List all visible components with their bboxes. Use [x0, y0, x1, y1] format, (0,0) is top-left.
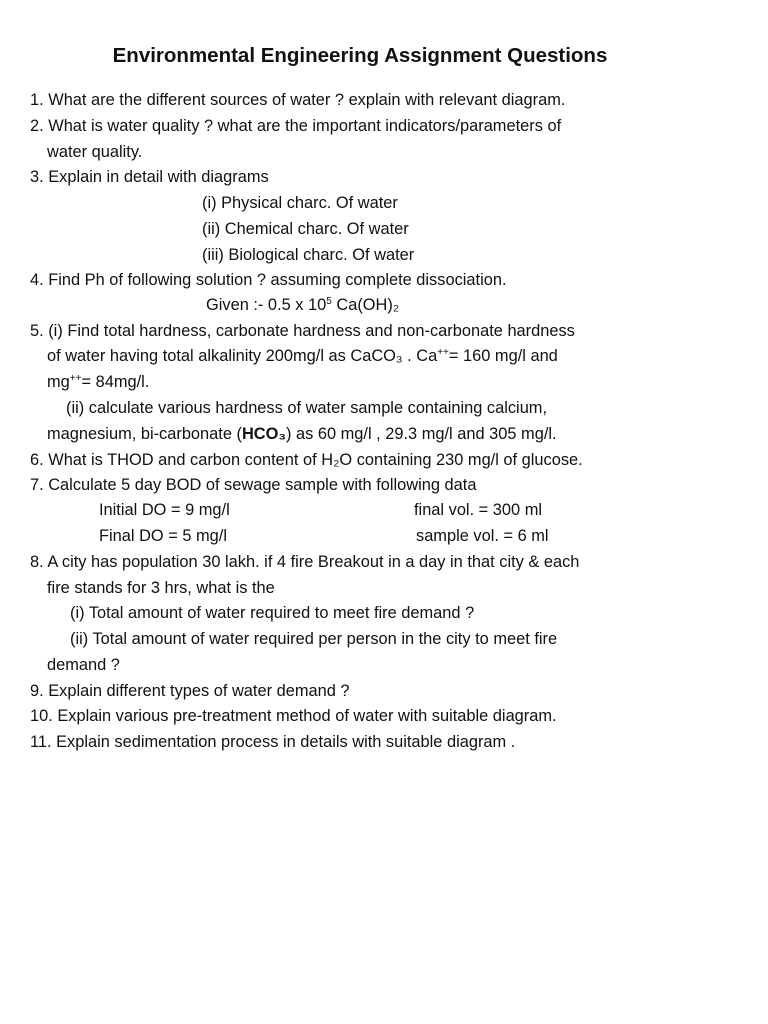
calcium-value: = 160 mg/l and — [448, 347, 558, 365]
question-2-line-1: 2. What is water quality ? what are the important indicators/parameters of — [30, 117, 562, 135]
question-11: 11. Explain sedimentation process in details with suitable diagram . — [30, 733, 516, 751]
title-container — [0, 44, 720, 68]
alkalinity-text: of water having total alkalinity 200mg/l as CaCO₃ . Ca — [47, 347, 438, 365]
question-8-part-ii: (ii) Total amount of water required per person in the city to meet fire — [70, 630, 558, 648]
question-2-line-2: water quality. — [47, 143, 143, 161]
ion-charge: ++ — [437, 347, 449, 358]
exponent: 5 — [326, 296, 332, 307]
question-5-line-4: (ii) calculate various hardness of water sample containing calcium, — [66, 399, 548, 417]
question-3-item-i: (i) Physical charc. Of water — [202, 194, 398, 212]
mg-label: mg — [47, 373, 70, 391]
question-9: 9. Explain different types of water demand ? — [30, 682, 350, 700]
magnesium-value: = 84mg/l. — [81, 373, 150, 391]
question-8-part-ii-cont: demand ? — [47, 656, 120, 674]
question-3-item-ii: (ii) Chemical charc. Of water — [202, 220, 409, 238]
final-do: Final DO = 5 mg/l — [99, 527, 227, 545]
final-volume: final vol. = 300 ml — [414, 501, 543, 519]
question-5-line-1: 5. (i) Find total hardness, carbonate hardness and non-carbonate hardness — [30, 322, 575, 340]
initial-do: Initial DO = 9 mg/l — [99, 501, 230, 519]
ion-charge: ++ — [69, 373, 82, 384]
page-title: Environmental Engineering Assignment Questions — [112, 44, 608, 67]
question-3: 3. Explain in detail with diagrams — [30, 168, 269, 186]
question-5-line-2 — [47, 346, 558, 366]
question-5-line-3 — [47, 372, 149, 392]
question-5-line-5 — [47, 424, 557, 444]
question-4: 4. Find Ph of following solution ? assuming complete dissociation. — [30, 271, 507, 289]
question-8-line-1: 8. A city has population 30 lakh. if 4 fire Breakout in a day in that city & each — [30, 553, 580, 571]
sample-volume: sample vol. = 6 ml — [416, 527, 549, 545]
question-10: 10. Explain various pre-treatment method of water with suitable diagram. — [30, 707, 557, 725]
question-4-given — [206, 295, 399, 315]
question-8-part-i: (i) Total amount of water required to meet fire demand ? — [70, 604, 475, 622]
question-1: 1. What are the different sources of water ? explain with relevant diagram. — [30, 91, 566, 109]
question-7: 7. Calculate 5 day BOD of sewage sample with following data — [30, 476, 477, 494]
given-text: Given :- 0.5 x 10 — [206, 296, 327, 314]
bicarbonate-text: magnesium, bi-carbonate ( — [47, 425, 242, 443]
bicarbonate-values: ) as 60 mg/l , 29.3 mg/l and 305 mg/l. — [285, 425, 557, 443]
question-6: 6. What is THOD and carbon content of H₂O containing 230 mg/l of glucose. — [30, 451, 583, 469]
question-3-item-iii: (iii) Biological charc. Of water — [202, 246, 415, 264]
question-8-line-2: fire stands for 3 hrs, what is the — [47, 579, 275, 597]
given-compound: Ca(OH)₂ — [331, 296, 400, 314]
hco3-formula: HCO₃ — [241, 425, 286, 443]
